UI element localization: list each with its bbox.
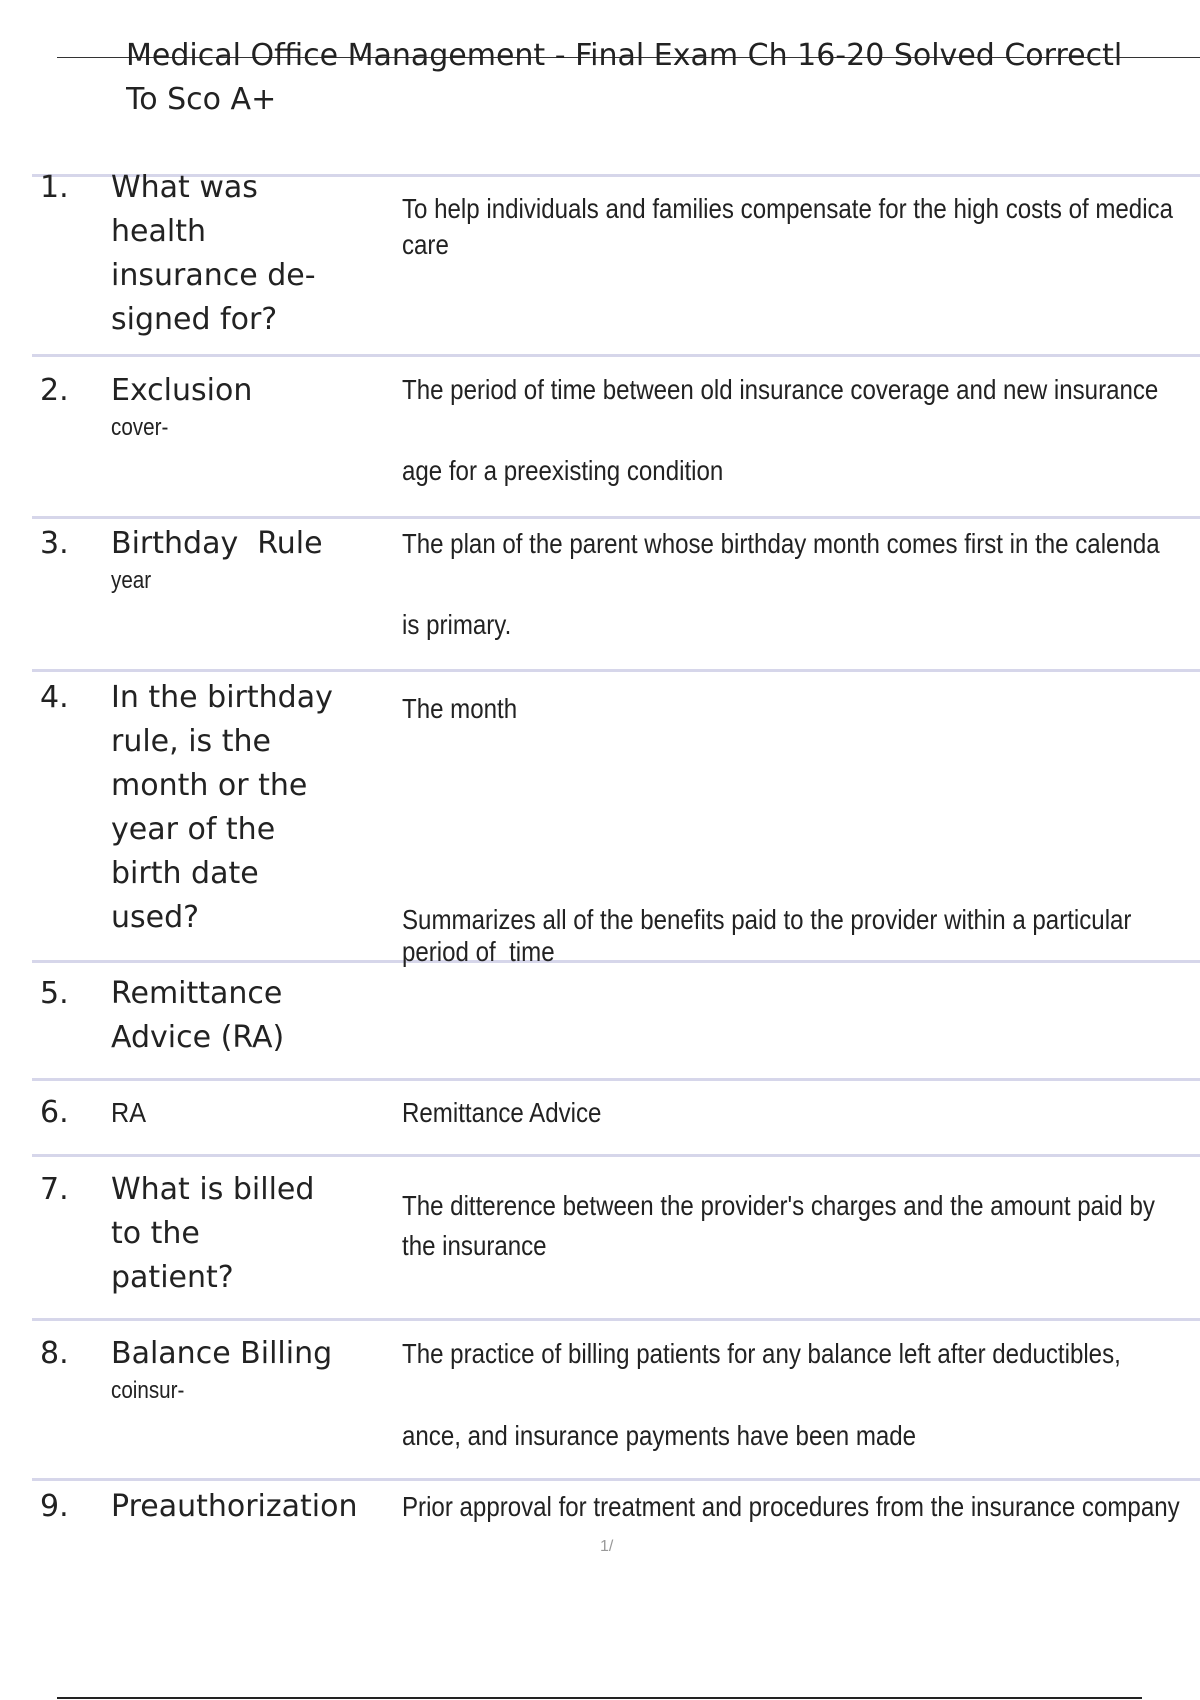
- row-divider: [32, 516, 1200, 519]
- row-answer: [402, 1184, 1155, 1264]
- row-number: 6.: [40, 1095, 69, 1130]
- row-answer: [402, 1095, 601, 1131]
- row-number: 8.: [40, 1336, 69, 1371]
- row-term: [111, 522, 381, 566]
- row-answer: [402, 526, 1160, 643]
- row-answer: [402, 1489, 1180, 1525]
- term-line: insurance de-: [111, 258, 316, 293]
- term-line: Birthday Rule: [111, 526, 323, 561]
- row-number: 7.: [40, 1172, 69, 1207]
- row-divider: [32, 354, 1200, 357]
- footer-rule: [57, 1697, 1142, 1699]
- answer-line: age for a preexisting condition: [402, 455, 724, 486]
- term-line: Advice (RA): [111, 1020, 285, 1055]
- row-term: [111, 972, 381, 1060]
- term-line: health: [111, 214, 206, 249]
- term-line: RA: [111, 1097, 147, 1128]
- row-divider: [32, 1478, 1200, 1481]
- document-title-line-1: Medical Office Management - Final Exam Ch 16-20 Solved Correctl: [126, 38, 1123, 73]
- term-line: birth date: [111, 856, 259, 891]
- row-number: 2.: [40, 373, 69, 408]
- term-line: patient?: [111, 1260, 234, 1295]
- term-line: What was: [111, 170, 258, 205]
- row-answer: [402, 191, 1173, 263]
- term-line: month or the: [111, 768, 308, 803]
- answer-line: care: [402, 229, 449, 260]
- term-line: used?: [111, 900, 200, 935]
- row-answer: [402, 691, 517, 727]
- answer-line: ance, and insurance payments have been made: [402, 1420, 917, 1451]
- answer-line: To help individuals and families compensate for the high costs of medica: [402, 193, 1173, 224]
- row-number: 9.: [40, 1489, 69, 1524]
- row-term: [111, 369, 381, 413]
- row-number: 5.: [40, 976, 69, 1011]
- answer-line: The practice of billing patients for any balance left after deductibles,: [402, 1338, 1121, 1369]
- term-line: rule, is the: [111, 724, 271, 759]
- term-line: What is billed: [111, 1172, 315, 1207]
- row-number: 1.: [40, 170, 69, 205]
- row-term: [111, 1332, 381, 1376]
- row-answer: [402, 372, 1158, 489]
- answer-line: The ditterence between the provider's charges and the amount paid by: [402, 1190, 1155, 1221]
- answer-line: the insurance: [402, 1230, 547, 1261]
- term-line: Preauthorization: [111, 1489, 358, 1524]
- page-number: 1/: [600, 1538, 614, 1555]
- row-term: [111, 1485, 381, 1529]
- answer-line: The month: [402, 693, 518, 724]
- row-divider: [32, 669, 1200, 672]
- term-line: In the birthday: [111, 680, 333, 715]
- answer-line: The plan of the parent whose birthday month comes first in the calenda: [402, 528, 1160, 559]
- row-term: [111, 676, 381, 940]
- row-divider: [32, 1078, 1200, 1081]
- answer-line: period of time: [402, 936, 555, 967]
- answer-line: is primary.: [402, 609, 512, 640]
- row-answer: [402, 902, 1131, 970]
- row-number: 4.: [40, 680, 69, 715]
- answer-line: The period of time between old insurance coverage and new insurance: [402, 374, 1159, 405]
- row-divider: [32, 1154, 1200, 1157]
- term-line: to the: [111, 1216, 200, 1251]
- answer-line: Prior approval for treatment and procedures from the insurance company: [402, 1491, 1180, 1522]
- answer-line: Summarizes all of the benefits paid to the provider within a particular: [402, 904, 1132, 935]
- term-line: Remittance: [111, 976, 283, 1011]
- document-title-line-2: To Sco A+: [126, 82, 277, 117]
- term-sub-label: year: [111, 567, 152, 594]
- term-sub-label: coinsur-: [111, 1377, 185, 1404]
- term-line: Balance Billing: [111, 1336, 333, 1371]
- row-term: [111, 1168, 381, 1300]
- row-divider: [32, 1318, 1200, 1321]
- term-line: Exclusion: [111, 373, 253, 408]
- answer-line: Remittance Advice: [402, 1097, 602, 1128]
- row-number: 3.: [40, 526, 69, 561]
- term-line: year of the: [111, 812, 276, 847]
- term-line: signed for?: [111, 302, 278, 337]
- row-answer: [402, 1336, 1121, 1454]
- row-term: [111, 1091, 381, 1135]
- term-sub-label: cover-: [111, 414, 169, 441]
- row-term: [111, 166, 381, 342]
